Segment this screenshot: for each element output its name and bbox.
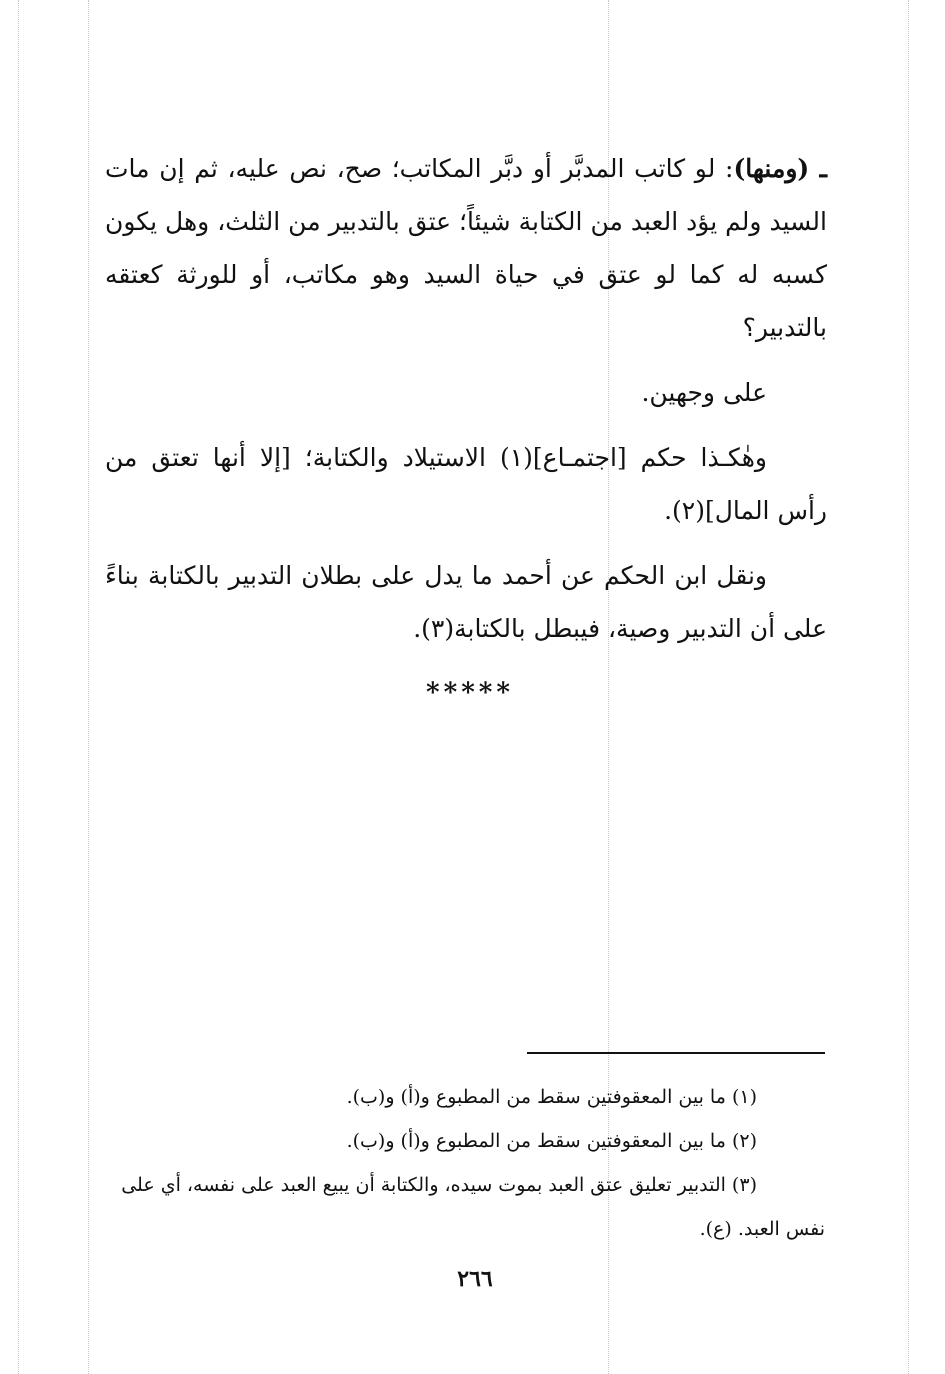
footnote-rule: [527, 1052, 825, 1054]
paragraph-1: [105, 142, 827, 354]
main-text: [105, 142, 827, 667]
paragraph-1-text: : لو كاتب المدبَّر أو دبَّر المكاتب؛ صح، نص عليه، ثم إن مات السيد ولم يؤد العبد من الكتابة شيئاً؛ عتق بالتدبير من الثلث، وهل يكون كسبه له كما لو عتق في حياة السيد وهو مكاتب، أو للورثة كعتقه بالتدبير؟: [105, 154, 827, 342]
paragraph-2: على وجهين.: [641, 378, 767, 407]
margin-guide-left: [18, 0, 19, 1374]
footnote-2: (٢) ما بين المعقوفتين سقط من المطبوع و(أ) و(ب).: [346, 1130, 757, 1152]
margin-guide-right: [908, 0, 909, 1374]
margin-guide-center-left: [88, 0, 89, 1374]
paragraph-1-lead: ـ (ومنها): [733, 154, 827, 183]
paragraph-3: وهٰكـذا حكم [اجتمـاع](١) الاستيلاد والكتابة؛ [إلا أنها تعتق من رأس المال](٢).: [105, 443, 827, 525]
footnotes: [100, 1075, 825, 1251]
footnote-3: (٣) التدبير تعليق عتق العبد بموت سيده، والكتابة أن يبيع العبد على نفسه، أي على نفس العبد. (ع).: [121, 1174, 825, 1240]
footnote-1: (١) ما بين المعقوفتين سقط من المطبوع و(أ) و(ب).: [346, 1086, 757, 1108]
page-number: ٢٦٦: [457, 1266, 493, 1292]
section-separator: *****: [426, 678, 514, 708]
paragraph-4: ونقل ابن الحكم عن أحمد ما يدل على بطلان التدبير بالكتابة بناءً على أن التدبير وصية، فيبطل بالكتابة(٣).: [105, 561, 827, 643]
